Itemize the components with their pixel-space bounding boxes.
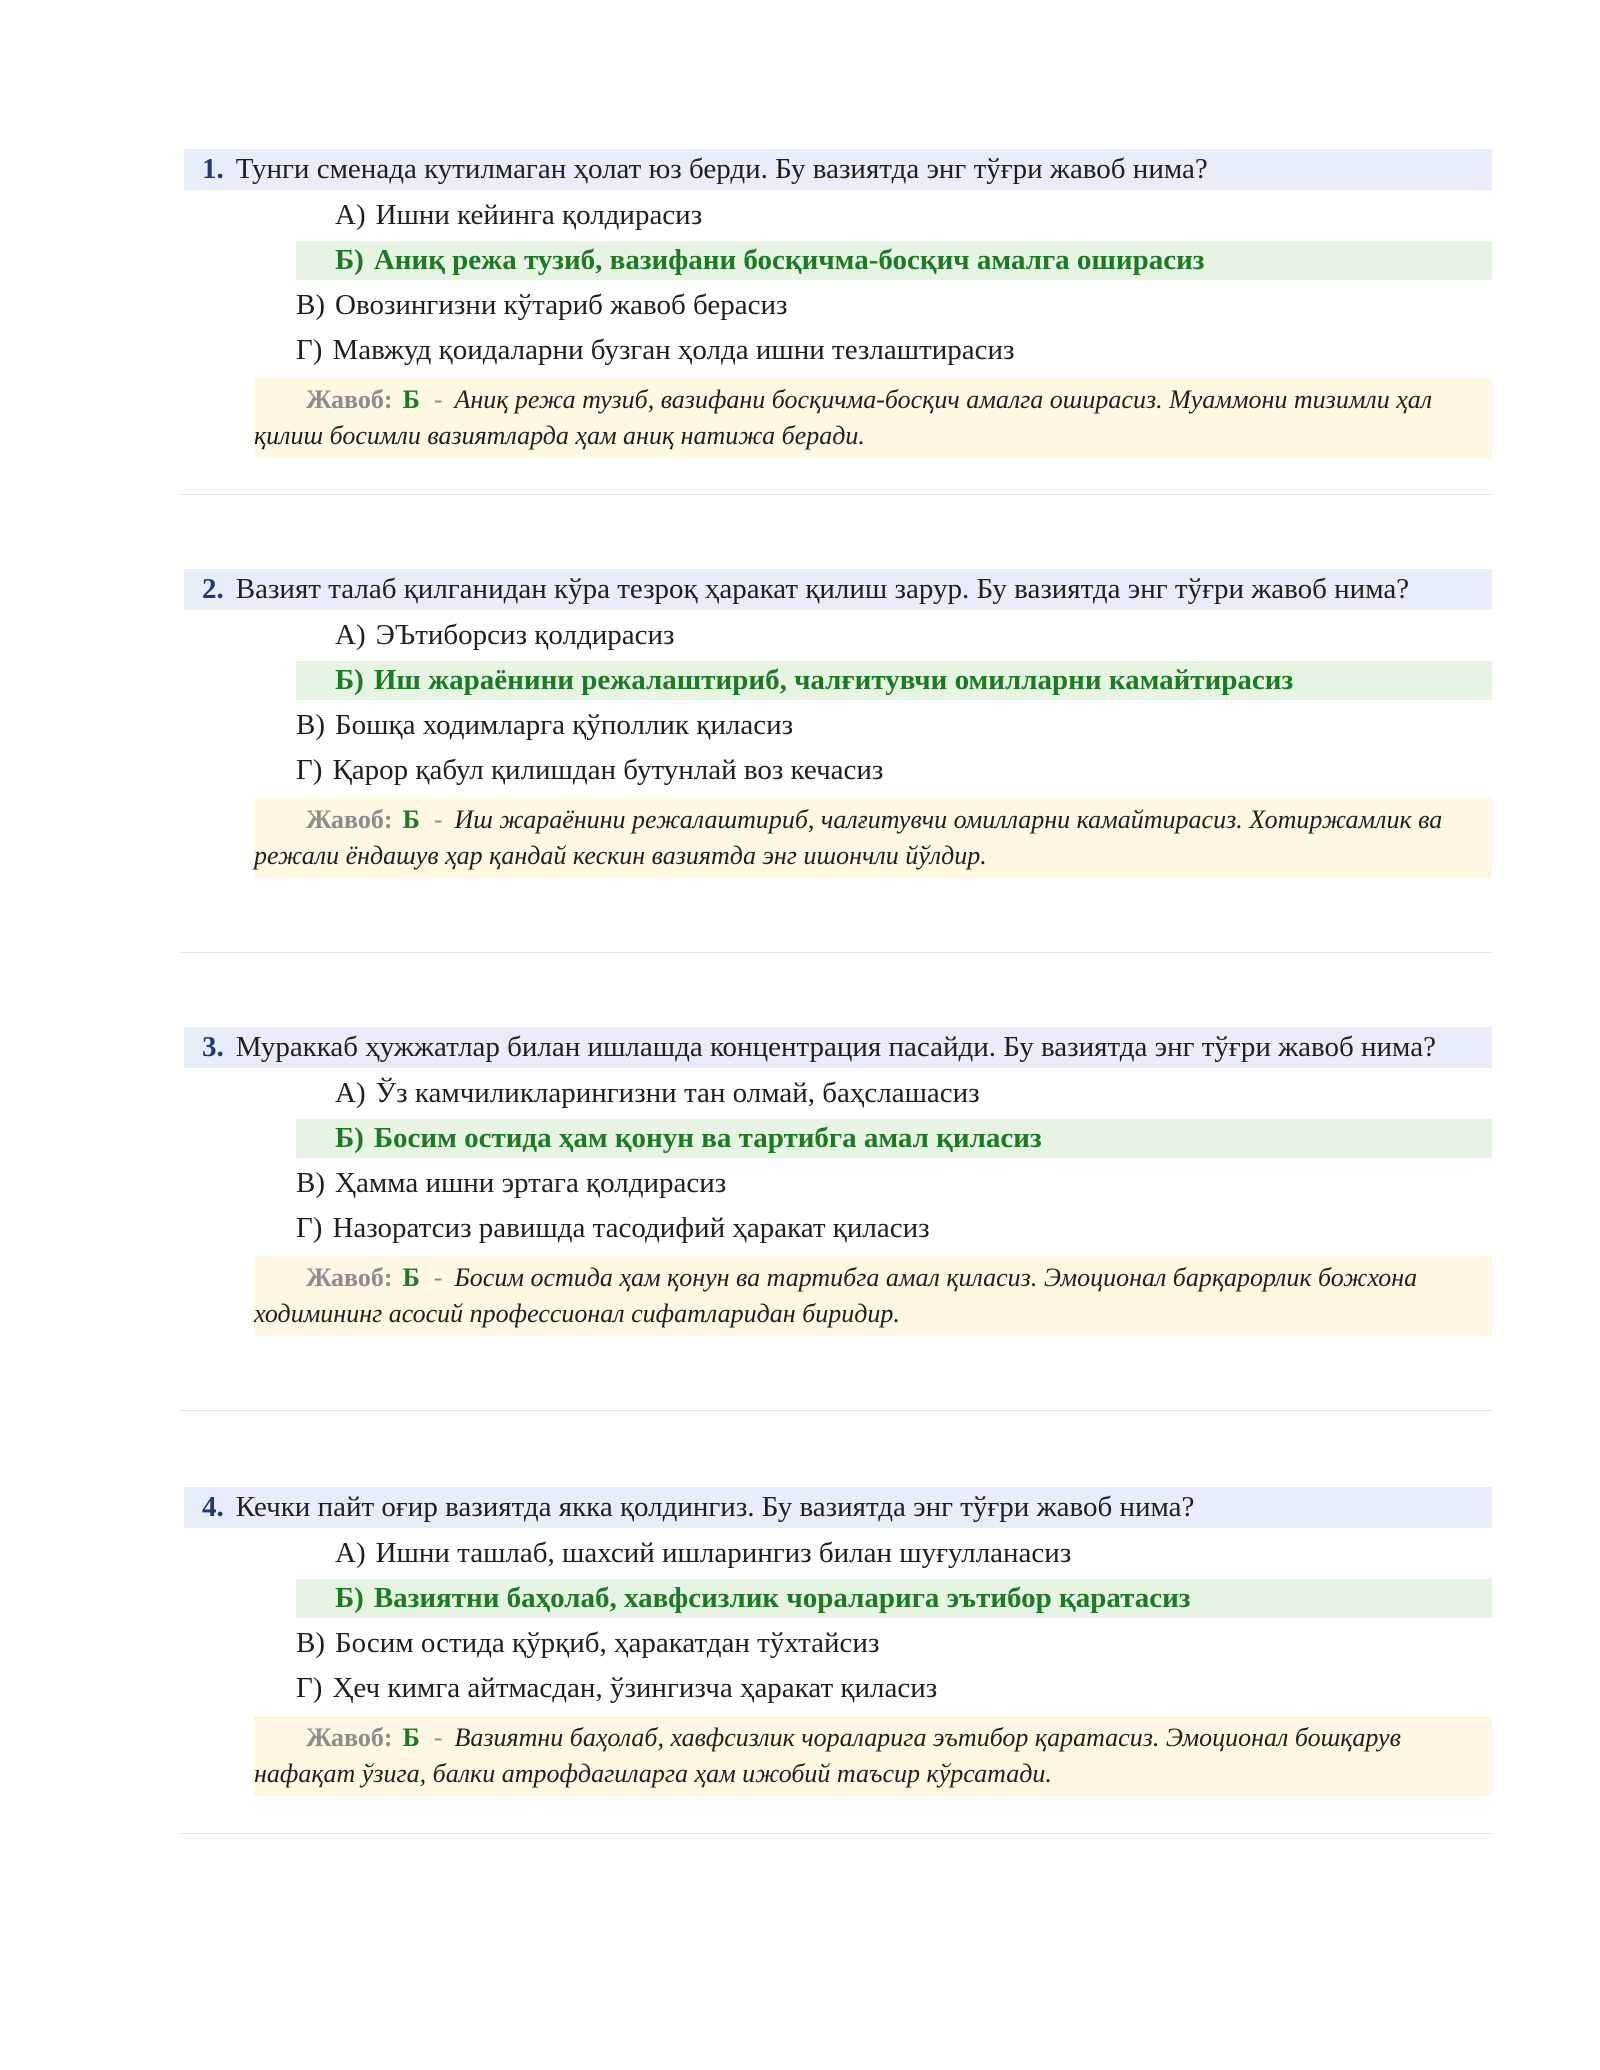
option-letter: Б) [335,664,364,696]
option-letter: Г) [296,1212,323,1244]
option-text: Ўз камчиликларингизни тан олмай, баҳслашасиз [375,1077,980,1109]
answer-explanation [254,1256,1492,1336]
option-letter: А) [335,1077,366,1109]
option-b-correct [296,1579,1492,1618]
question-block-2 [180,569,1492,878]
answer-letter: Б [402,1263,420,1292]
option-letter: А) [335,619,366,651]
option-b-correct [296,1119,1492,1158]
answer-dash: - [433,385,443,414]
question-text: Вазият талаб қилганидан кўра тезроқ ҳаракат қилиш зарур. Бу вазиятда энг тўғри жавоб нима? [235,573,1410,605]
option-text: ЭЪтиборсиз қолдирасиз [375,619,675,651]
option-text: Босим остида ҳам қонун ва тартибга амал қиласиз [373,1122,1042,1154]
option-text: Назоратсиз равишда тасодифий ҳаракат қиласиз [332,1212,930,1244]
answer-dash: - [433,1723,443,1752]
option-a [180,616,1492,655]
option-text: Мавжуд қоидаларни бузган ҳолда ишни тезлаштирасиз [332,334,1015,366]
option-text: Ҳамма ишни эртага қолдирасиз [335,1167,727,1199]
option-letter: В) [296,1167,325,1199]
question-number: 1. [202,153,224,185]
answer-letter: Б [402,805,420,834]
answer-explanation [254,798,1492,878]
option-text: Босим остида қўрқиб, ҳаракатдан тўхтайсиз [335,1627,880,1659]
answer-text: Босим остида ҳам қонун ва тартибга амал қиласиз. Эмоционал барқарорлик божхона ходимининг асосий профессионал сифатларидан биридир. [254,1263,1418,1328]
option-text: Ишни кейинга қолдирасиз [375,199,703,231]
option-d [180,331,1492,370]
question-text: Кечки пайт оғир вазиятда якка қолдингиз. Бу вазиятда энг тўғри жавоб нима? [235,1491,1195,1523]
option-c [180,1164,1492,1203]
option-letter: Б) [335,244,364,276]
option-b-correct [296,241,1492,280]
question-block-4 [180,1487,1492,1796]
question-heading [184,1487,1492,1528]
question-text: Тунги сменада кутилмаган ҳолат юз берди. Бу вазиятда энг тўғри жавоб нима? [235,153,1208,185]
answer-text: Вазиятни баҳолаб, хавфсизлик чораларига эътибор қаратасиз. Эмоционал бошқарув нафақат ўзига, балки атрофдагиларга ҳам ижобий таъсир кўрсатади. [254,1723,1401,1788]
question-block-3 [180,1027,1492,1336]
separator-line [180,1410,1492,1411]
option-text: Иш жараёнини режалаштириб, чалғитувчи омилларни камайтирасиз [373,664,1294,696]
option-letter: В) [296,709,325,741]
question-heading [184,149,1492,190]
option-text: Қарор қабул қилишдан бутунлай воз кечасиз [332,754,884,786]
option-letter: Б) [335,1582,364,1614]
question-heading [184,569,1492,610]
answer-dash: - [433,1263,443,1292]
option-d [180,751,1492,790]
question-number: 2. [202,573,224,605]
separator-line [180,494,1492,495]
option-letter: Г) [296,754,323,786]
separator-line [180,952,1492,953]
question-text: Мураккаб ҳужжатлар билан ишлашда концентрация пасайди. Бу вазиятда энг тўғри жавоб нима? [235,1031,1436,1063]
answer-dash: - [433,805,443,834]
option-letter: А) [335,1537,366,1569]
option-a [180,1534,1492,1573]
answer-letter: Б [402,1723,420,1752]
option-text: Ишни ташлаб, шахсий ишларингиз билан шуғулланасиз [375,1537,1072,1569]
answer-label: Жавоб: [306,805,393,834]
option-a [180,1074,1492,1113]
option-d [180,1669,1492,1708]
option-letter: В) [296,289,325,321]
answer-explanation [254,378,1492,458]
question-number: 3. [202,1031,224,1063]
answer-label: Жавоб: [306,1263,393,1292]
option-d [180,1209,1492,1248]
answer-explanation [254,1716,1492,1796]
option-letter: Б) [335,1122,364,1154]
option-b-correct [296,661,1492,700]
option-text: Овозингизни кўтариб жавоб берасиз [335,289,788,321]
separator-line [180,1833,1492,1834]
option-c [180,706,1492,745]
option-letter: А) [335,199,366,231]
question-heading [184,1027,1492,1068]
answer-text: Иш жараёнини режалаштириб, чалғитувчи омилларни камайтирасиз. Хотиржамлик ва режали ёндашув ҳар қандай кескин вазиятда энг ишончли йўлдир. [254,805,1443,870]
answer-text: Аниқ режа тузиб, вазифани босқичма-босқич амалга оширасиз. Муаммони тизимли ҳал қилиш босимли вазиятларда ҳам аниқ натижа беради. [254,385,1433,450]
answer-label: Жавоб: [306,1723,393,1752]
option-letter: Г) [296,1672,323,1704]
option-letter: Г) [296,334,323,366]
question-number: 4. [202,1491,224,1523]
option-text: Ҳеч кимга айтмасдан, ўзингизча ҳаракат қиласиз [332,1672,938,1704]
option-a [180,196,1492,235]
option-text: Вазиятни баҳолаб, хавфсизлик чораларига эътибор қаратасиз [373,1582,1191,1614]
option-text: Аниқ режа тузиб, вазифани босқичма-босқич амалга оширасиз [373,244,1205,276]
question-block-1 [180,149,1492,458]
option-c [180,286,1492,325]
option-text: Бошқа ходимларга қўполлик қиласиз [335,709,794,741]
option-c [180,1624,1492,1663]
answer-letter: Б [402,385,420,414]
answer-label: Жавоб: [306,385,393,414]
option-letter: В) [296,1627,325,1659]
